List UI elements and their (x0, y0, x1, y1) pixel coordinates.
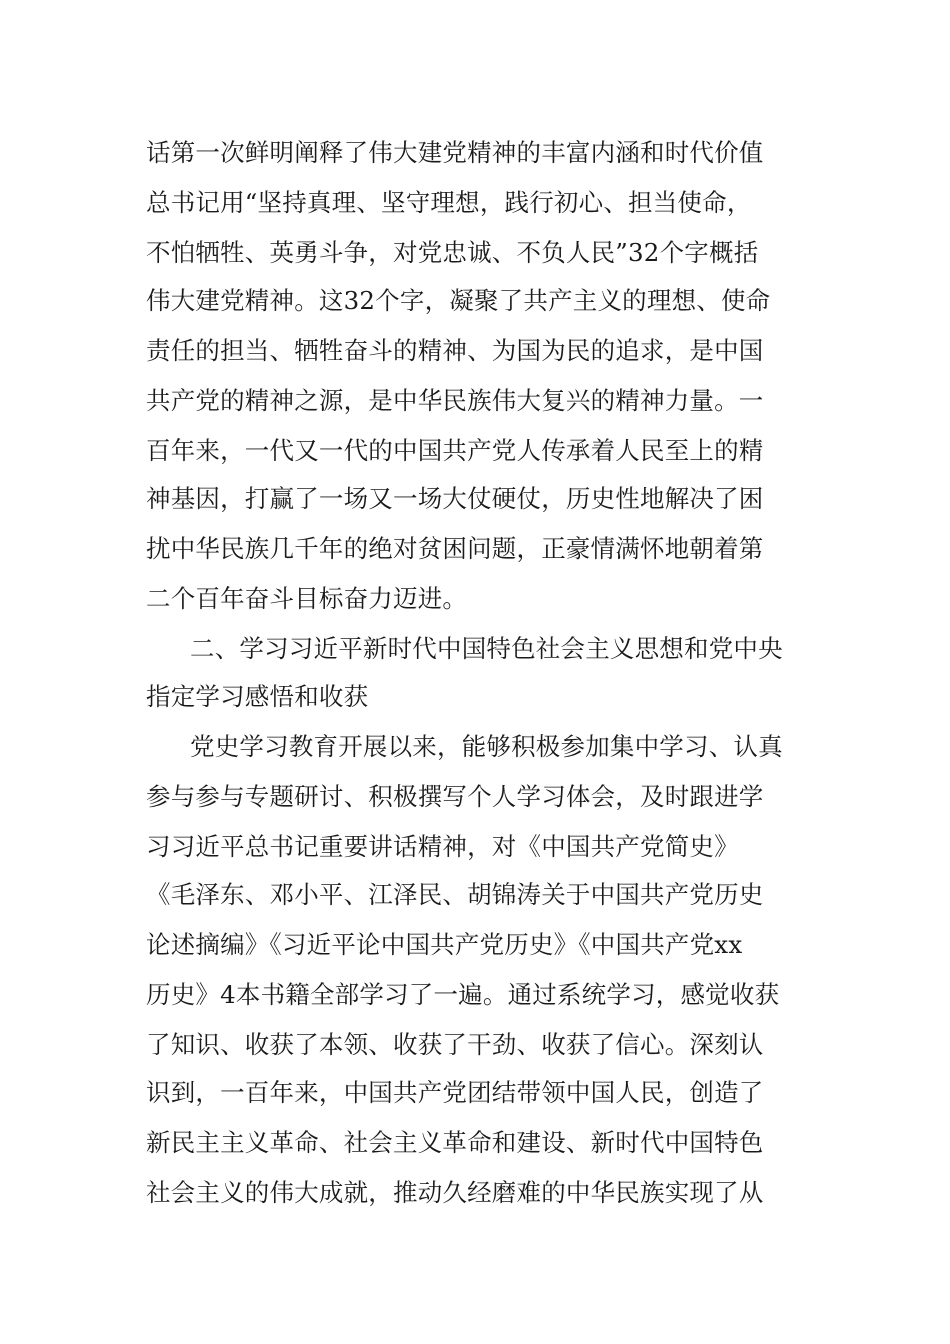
section-heading-line: 二、学习习近平新时代中国特色社会主义思想和党中央 (190, 634, 783, 663)
body-text-line: 社会主义的伟大成就，推动久经磨难的中华民族实现了从 (146, 1178, 764, 1207)
body-text-line: 新民主主义革命、社会主义革命和建设、新时代中国特色 (146, 1128, 764, 1157)
body-text-line: 神基因，打赢了一场又一场大仗硬仗，历史性地解决了困 (146, 484, 764, 513)
body-text-line: 责任的担当、牺牲奋斗的精神、为国为民的追求，是中国 (146, 336, 764, 365)
body-text-line: 话第一次鲜明阐释了伟大建党精神的丰富内涵和时代价值 (146, 138, 764, 167)
body-text-line: 了知识、收获了本领、收获了干劲、收获了信心。深刻认 (146, 1030, 764, 1059)
section-heading-line: 指定学习感悟和收获 (146, 682, 369, 711)
body-text-line: 共产党的精神之源，是中华民族伟大复兴的精神力量。一 (146, 386, 764, 415)
body-text-line: 百年来，一代又一代的中国共产党人传承着人民至上的精 (146, 436, 764, 465)
body-text-line: 历史》4本书籍全部学习了一遍。通过系统学习，感觉收获 (146, 980, 780, 1009)
body-text-line: 识到，一百年来，中国共产党团结带领中国人民，创造了 (146, 1078, 764, 1107)
body-text-line: 不怕牺牲、英勇斗争，对党忠诚、不负人民”32个字概括 (146, 238, 759, 267)
body-text-line: 习习近平总书记重要讲话精神，对《中国共产党简史》 (146, 832, 739, 861)
body-text-line: 党史学习教育开展以来，能够积极参加集中学习、认真 (190, 732, 783, 761)
body-text-line: 扰中华民族几千年的绝对贫困问题，正豪情满怀地朝着第 (146, 534, 764, 563)
body-text-line: 二个百年奋斗目标奋力迈进。 (146, 584, 468, 613)
body-text-line: 《毛泽东、邓小平、江泽民、胡锦涛关于中国共产党历史 (146, 880, 764, 909)
body-text-line: 总书记用“坚持真理、坚守理想，践行初心、担当使命， (146, 188, 752, 217)
body-text-line: 论述摘编》《习近平论中国共产党历史》《中国共产党xx (146, 930, 743, 959)
body-text-line: 伟大建党精神。这32个字，凝聚了共产主义的理想、使命 (146, 286, 771, 315)
body-text-line: 参与参与专题研讨、积极撰写个人学习体会，及时跟进学 (146, 782, 764, 811)
